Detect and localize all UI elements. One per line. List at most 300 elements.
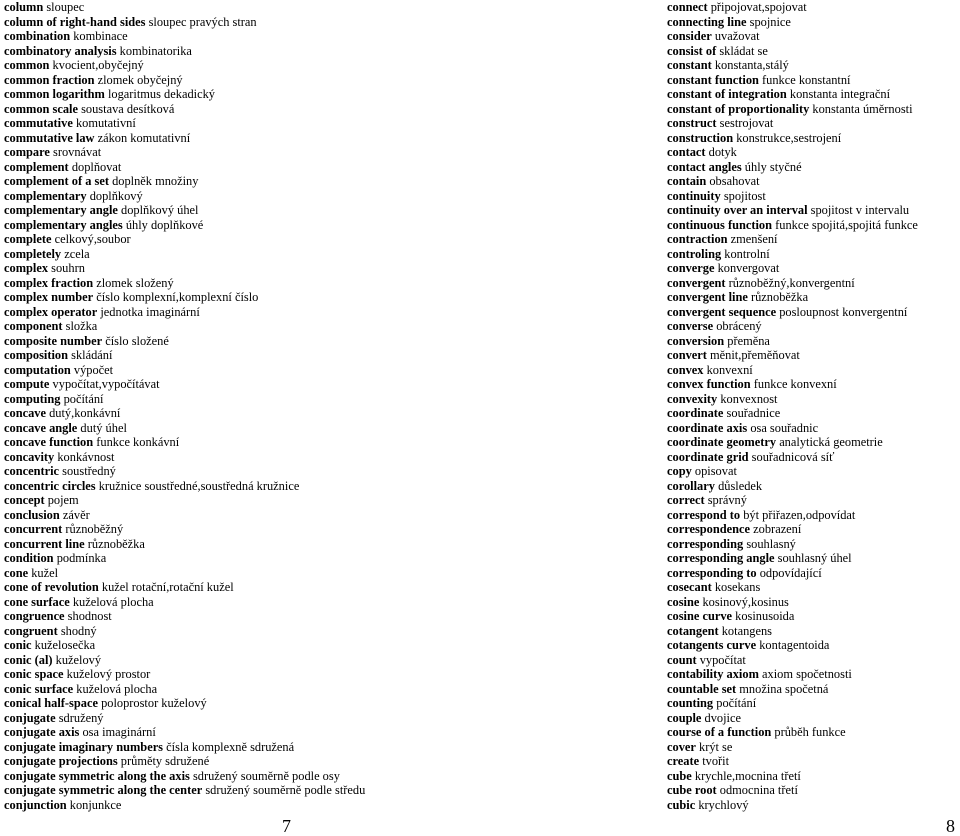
glossary-translation: kosinusoida: [735, 609, 795, 623]
glossary-term: connect: [667, 0, 708, 14]
glossary-term: corresponding: [667, 536, 744, 551]
glossary-term: coordinate geometry: [667, 435, 777, 449]
glossary-entry: [667, 595, 957, 610]
glossary-entry: [4, 754, 474, 769]
glossary-entry: [667, 537, 957, 552]
glossary-term: copy: [667, 464, 692, 478]
glossary-term: connecting line: [667, 14, 747, 29]
glossary-translation: konvexní: [706, 362, 753, 377]
glossary-term: congruence: [4, 609, 65, 623]
glossary-translation: zlomek složený: [96, 275, 174, 290]
glossary-entry: [667, 58, 957, 73]
glossary-translation: kružnice soustředné,soustředná kružnice: [98, 478, 300, 493]
glossary-term: concave: [4, 406, 46, 420]
glossary-translation: číslo komplexní,komplexní číslo: [96, 290, 259, 304]
glossary-term: cover: [667, 739, 696, 754]
glossary-term: constant of integration: [667, 87, 787, 101]
glossary-entry: [4, 508, 474, 523]
glossary-translation: doplňovat: [71, 159, 122, 174]
glossary-term: cube: [667, 768, 692, 783]
glossary-term: conjugate imaginary numbers: [4, 739, 164, 754]
glossary-term: construct: [667, 116, 717, 130]
glossary-translation: odpovídající: [759, 565, 822, 580]
glossary-translation: souhlasný úhel: [777, 551, 852, 565]
glossary-entry: [667, 450, 957, 465]
glossary-term: continuous function: [667, 217, 773, 232]
glossary-term: consider: [667, 29, 712, 43]
glossary-translation: kuželový prostor: [66, 667, 151, 681]
glossary-term: condition: [4, 551, 54, 565]
glossary-entry: [667, 290, 957, 305]
glossary-entry: [4, 609, 474, 624]
glossary-entry: [667, 392, 957, 407]
glossary-term: combinatory analysis: [4, 43, 117, 58]
glossary-translation: souřadnice: [726, 406, 781, 420]
glossary-translation: doplňkový úhel: [121, 203, 199, 217]
glossary-translation: čísla komplexně sdružená: [166, 739, 295, 754]
glossary-translation: různoběžka: [87, 536, 145, 551]
glossary-entry: [667, 15, 957, 30]
glossary-term: complementary angle: [4, 203, 118, 217]
glossary-term: convex function: [667, 377, 751, 391]
glossary-term: conjugate: [4, 710, 56, 725]
glossary-term: contact angles: [667, 159, 742, 174]
glossary-translation: být přiřazen,odpovídat: [743, 507, 856, 522]
glossary-translation: složka: [65, 319, 98, 333]
glossary-term: counting: [667, 696, 714, 710]
glossary-entry: [4, 319, 474, 334]
glossary-entry: [4, 58, 474, 73]
glossary-translation: axiom spočetnosti: [762, 667, 852, 681]
page-number-left: 7: [282, 816, 291, 836]
glossary-translation: komutativní: [75, 116, 136, 130]
glossary-translation: obrácený: [716, 319, 762, 333]
glossary-term: cube root: [667, 783, 717, 797]
glossary-term: conjunction: [4, 797, 67, 812]
glossary-entry: [4, 595, 474, 610]
glossary-term: cone of revolution: [4, 580, 99, 594]
glossary-entry: [667, 218, 957, 233]
glossary-term: conjugate symmetric along the center: [4, 783, 203, 797]
glossary-term: conic: [4, 638, 32, 652]
glossary-entry: [667, 44, 957, 59]
glossary-translation: doplňkový: [89, 188, 143, 203]
glossary-translation: funkce konstantní: [762, 72, 851, 87]
glossary-translation: doplněk množiny: [112, 174, 199, 188]
glossary-entry: [4, 305, 474, 320]
glossary-term: controling: [667, 246, 722, 261]
glossary-term: common: [4, 58, 50, 72]
glossary-term: corollary: [667, 478, 715, 493]
glossary-term: composition: [4, 348, 69, 362]
glossary-entry: [667, 363, 957, 378]
glossary-term: concave function: [4, 435, 94, 449]
page-number-right: 8: [946, 816, 955, 836]
glossary-entry: [667, 73, 957, 88]
glossary-translation: kuželový: [55, 652, 102, 667]
glossary-translation: skládat se: [719, 43, 768, 58]
glossary-term: cosecant: [667, 580, 712, 594]
glossary-term: cone: [4, 565, 29, 580]
glossary-term: computing: [4, 391, 61, 406]
glossary-entry: [4, 232, 474, 247]
glossary-translation: uvažovat: [714, 29, 760, 43]
glossary-entry: [667, 435, 957, 450]
glossary-entry: [4, 624, 474, 639]
glossary-translation: průměty sdružené: [120, 754, 210, 768]
glossary-translation: dutý úhel: [80, 420, 127, 435]
glossary-translation: měnit,přeměňovat: [710, 348, 800, 362]
glossary-term: countable set: [667, 681, 737, 696]
glossary-translation: dotyk: [708, 145, 737, 159]
left-glossary-column: [4, 0, 474, 812]
glossary-entry: [4, 493, 474, 508]
glossary-term: conjugate projections: [4, 754, 118, 768]
glossary-term: create: [667, 754, 700, 768]
glossary-term: column of right-hand sides: [4, 14, 146, 29]
glossary-entry: [667, 421, 957, 436]
glossary-entry: [667, 189, 957, 204]
glossary-translation: číslo složené: [105, 333, 169, 348]
glossary-term: continuity over an interval: [667, 203, 808, 217]
glossary-entry: [4, 0, 474, 15]
glossary-entry: [4, 450, 474, 465]
glossary-entry: [667, 334, 957, 349]
glossary-term: common fraction: [4, 72, 95, 87]
glossary-term: completely: [4, 246, 62, 261]
glossary-term: contain: [667, 174, 707, 188]
glossary-translation: funkce konvexní: [753, 377, 837, 391]
glossary-translation: kotangens: [721, 623, 772, 638]
glossary-translation: kužel: [31, 565, 59, 580]
glossary-translation: funkce konkávní: [96, 435, 180, 449]
glossary-entry: [4, 145, 474, 160]
glossary-term: convex: [667, 362, 704, 377]
glossary-term: concurrent line: [4, 536, 85, 551]
glossary-entry: [4, 798, 474, 813]
glossary-term: converse: [667, 319, 714, 333]
glossary-translation: počítání: [63, 391, 104, 406]
glossary-entry: [667, 667, 957, 682]
glossary-entry: [4, 174, 474, 189]
glossary-term: correspond to: [667, 507, 741, 522]
glossary-term: constant: [667, 58, 712, 72]
glossary-entry: [4, 247, 474, 262]
glossary-term: convergent: [667, 275, 726, 290]
glossary-entry: [667, 131, 957, 146]
glossary-entry: [667, 783, 957, 798]
glossary-translation: logaritmus dekadický: [107, 87, 215, 101]
glossary-translation: zákon komutativní: [97, 130, 191, 145]
glossary-translation: kombinatorika: [119, 43, 192, 58]
glossary-term: consist of: [667, 43, 717, 58]
glossary-term: congruent: [4, 623, 58, 638]
glossary-entry: [667, 798, 957, 813]
glossary-term: constant function: [667, 72, 759, 87]
glossary-term: couple: [667, 710, 702, 725]
glossary-term: compare: [4, 145, 50, 159]
glossary-entry: [4, 566, 474, 581]
glossary-term: complex: [4, 261, 49, 275]
glossary-translation: kontagentoida: [759, 638, 830, 652]
glossary-entry: [4, 638, 474, 653]
glossary-term: commutative law: [4, 130, 95, 145]
glossary-entry: [667, 754, 957, 769]
glossary-term: complementary: [4, 188, 87, 203]
glossary-translation: konvergovat: [717, 261, 780, 275]
glossary-translation: konstanta,stálý: [714, 58, 789, 72]
glossary-term: corresponding to: [667, 565, 757, 580]
glossary-translation: osa souřadnic: [750, 420, 819, 435]
glossary-translation: konjunkce: [69, 797, 122, 812]
glossary-translation: závěr: [62, 507, 90, 522]
glossary-translation: jednotka imaginární: [100, 304, 200, 319]
glossary-term: concavity: [4, 449, 55, 464]
glossary-translation: kuželová plocha: [76, 681, 158, 696]
glossary-translation: kuželová plocha: [72, 594, 154, 609]
glossary-term: concentric: [4, 464, 60, 478]
glossary-translation: konkávnost: [57, 449, 115, 464]
glossary-translation: vypočítat,vypočítávat: [52, 377, 160, 391]
glossary-term: conical half-space: [4, 696, 98, 710]
glossary-translation: funkce spojitá,spojitá funkce: [775, 217, 918, 232]
glossary-translation: srovnávat: [53, 145, 102, 159]
glossary-translation: spojitost v intervalu: [810, 203, 910, 217]
glossary-translation: souhlasný: [746, 536, 796, 551]
glossary-entry: [4, 15, 474, 30]
glossary-term: complement of a set: [4, 174, 109, 188]
glossary-term: computation: [4, 362, 71, 377]
glossary-translation: sdružený: [58, 710, 104, 725]
glossary-translation: správný: [707, 493, 747, 507]
glossary-translation: výpočet: [73, 362, 114, 377]
glossary-translation: dutý,konkávní: [49, 406, 121, 420]
glossary-entry: [667, 261, 957, 276]
glossary-entry: [667, 696, 957, 711]
glossary-term: common logarithm: [4, 87, 105, 101]
glossary-term: coordinate axis: [667, 420, 748, 435]
glossary-term: cotangent: [667, 623, 719, 638]
glossary-entry: [667, 102, 957, 117]
glossary-entry: [667, 609, 957, 624]
glossary-entry: [667, 406, 957, 421]
glossary-translation: kvocient,obyčejný: [52, 58, 144, 72]
glossary-term: construction: [667, 130, 734, 145]
glossary-translation: souhrn: [51, 261, 85, 275]
glossary-entry: [667, 0, 957, 15]
glossary-term: commutative: [4, 116, 73, 130]
glossary-entry: [667, 638, 957, 653]
glossary-translation: analytická geometrie: [779, 435, 883, 449]
glossary-entry: [4, 363, 474, 378]
glossary-translation: osa imaginární: [82, 725, 156, 739]
glossary-translation: sloupec pravých stran: [148, 14, 257, 29]
glossary-entry: [4, 479, 474, 494]
glossary-entry: [4, 203, 474, 218]
glossary-term: conic (al): [4, 652, 53, 667]
glossary-translation: sloupec: [46, 0, 85, 14]
glossary-entry: [4, 160, 474, 175]
glossary-term: complex number: [4, 290, 94, 304]
glossary-entry: [4, 334, 474, 349]
glossary-entry: [4, 261, 474, 276]
glossary-translation: zmenšení: [730, 232, 778, 246]
glossary-term: compute: [4, 377, 50, 391]
glossary-term: conclusion: [4, 507, 60, 522]
glossary-entry: [4, 406, 474, 421]
glossary-translation: krychlový: [698, 797, 749, 812]
glossary-term: concept: [4, 493, 45, 507]
glossary-entry: [4, 435, 474, 450]
glossary-entry: [4, 711, 474, 726]
glossary-term: concurrent: [4, 522, 63, 536]
glossary-translation: různoběžný: [65, 522, 124, 536]
glossary-translation: konstanta integrační: [789, 87, 891, 101]
glossary-entry: [4, 73, 474, 88]
glossary-term: component: [4, 319, 63, 333]
glossary-term: coordinate grid: [667, 449, 749, 464]
glossary-entry: [667, 87, 957, 102]
glossary-entry: [4, 667, 474, 682]
glossary-term: composite number: [4, 333, 103, 348]
glossary-term: concentric circles: [4, 478, 96, 493]
glossary-entry: [667, 319, 957, 334]
glossary-translation: podmínka: [56, 551, 107, 565]
glossary-entry: [667, 551, 957, 566]
glossary-translation: průběh funkce: [774, 725, 846, 739]
glossary-translation: skládání: [71, 348, 113, 362]
glossary-translation: obsahovat: [709, 174, 760, 188]
glossary-term: complex fraction: [4, 275, 94, 290]
glossary-translation: důsledek: [718, 478, 763, 493]
glossary-entry: [667, 624, 957, 639]
glossary-term: convergent line: [667, 290, 748, 304]
glossary-term: corresponding angle: [667, 551, 775, 565]
glossary-term: contact: [667, 145, 706, 159]
glossary-translation: soustava desítková: [81, 101, 175, 116]
glossary-translation: sdružený souměrně podle osy: [192, 768, 340, 783]
glossary-translation: konstanta úměrnosti: [812, 101, 913, 116]
glossary-translation: sdružený souměrně podle středu: [205, 783, 366, 797]
glossary-term: complete: [4, 232, 52, 246]
glossary-term: coordinate: [667, 406, 724, 420]
glossary-term: complementary angles: [4, 217, 123, 232]
glossary-translation: zobrazení: [753, 522, 802, 536]
glossary-entry: [4, 392, 474, 407]
glossary-translation: konstrukce,sestrojení: [736, 130, 842, 145]
glossary-translation: krýt se: [699, 739, 733, 754]
glossary-translation: krychle,mocnina třetí: [694, 768, 801, 783]
glossary-translation: kosekans: [714, 580, 761, 594]
glossary-term: complex operator: [4, 304, 98, 319]
glossary-entry: [667, 711, 957, 726]
glossary-entry: [667, 580, 957, 595]
glossary-entry: [4, 682, 474, 697]
glossary-translation: poloprostor kuželový: [101, 696, 207, 710]
glossary-term: common scale: [4, 101, 78, 116]
glossary-entry: [667, 116, 957, 131]
glossary-translation: počítání: [716, 696, 757, 710]
glossary-term: cone surface: [4, 594, 70, 609]
glossary-term: cosine curve: [667, 609, 733, 623]
glossary-term: correspondence: [667, 522, 751, 536]
glossary-entry: [4, 189, 474, 204]
glossary-entry: [667, 493, 957, 508]
glossary-entry: [667, 566, 957, 581]
glossary-entry: [667, 247, 957, 262]
glossary-entry: [667, 29, 957, 44]
glossary-entry: [667, 203, 957, 218]
glossary-term: constant of proportionality: [667, 101, 810, 116]
glossary-translation: kombinace: [73, 29, 128, 43]
glossary-entry: [667, 276, 957, 291]
glossary-term: conjugate symmetric along the axis: [4, 768, 190, 783]
glossary-term: contability axiom: [667, 667, 759, 681]
glossary-entry: [4, 44, 474, 59]
glossary-translation: kužel rotační,rotační kužel: [101, 580, 234, 594]
glossary-entry: [4, 290, 474, 305]
glossary-entry: [667, 464, 957, 479]
glossary-translation: kontrolní: [724, 246, 770, 261]
glossary-entry: [4, 377, 474, 392]
glossary-term: course of a function: [667, 725, 772, 739]
glossary-term: convergent sequence: [667, 304, 777, 319]
glossary-translation: souřadnicová síť: [751, 449, 835, 464]
glossary-term: count: [667, 652, 697, 667]
glossary-entry: [667, 682, 957, 697]
glossary-entry: [4, 29, 474, 44]
glossary-entry: [4, 537, 474, 552]
glossary-translation: spojnice: [749, 14, 791, 29]
glossary-entry: [4, 421, 474, 436]
glossary-entry: [667, 769, 957, 784]
glossary-translation: celkový,soubor: [54, 232, 131, 246]
glossary-entry: [4, 464, 474, 479]
glossary-term: conversion: [667, 333, 725, 348]
glossary-term: continuity: [667, 188, 721, 203]
glossary-term: cosine: [667, 594, 700, 609]
glossary-translation: shodný: [60, 623, 97, 638]
glossary-entry: [667, 725, 957, 740]
glossary-entry: [4, 276, 474, 291]
glossary-entry: [4, 783, 474, 798]
glossary-translation: různoběžný,konvergentní: [728, 275, 855, 290]
glossary-entry: [667, 160, 957, 175]
glossary-entry: [4, 551, 474, 566]
glossary-entry: [4, 653, 474, 668]
glossary-translation: množina spočetná: [739, 681, 829, 696]
glossary-translation: zlomek obyčejný: [97, 72, 183, 87]
glossary-term: combination: [4, 29, 71, 43]
glossary-term: convexity: [667, 391, 718, 406]
glossary-term: conic surface: [4, 681, 74, 696]
glossary-translation: přeměna: [727, 333, 770, 348]
glossary-term: convert: [667, 348, 707, 362]
glossary-entry: [4, 116, 474, 131]
glossary-translation: vypočítat: [699, 652, 746, 667]
glossary-entry: [667, 348, 957, 363]
glossary-entry: [667, 479, 957, 494]
glossary-entry: [4, 102, 474, 117]
glossary-entry: [4, 131, 474, 146]
glossary-translation: zcela: [64, 246, 90, 261]
glossary-entry: [667, 305, 957, 320]
glossary-translation: kosinový,kosinus: [702, 594, 789, 609]
glossary-entry: [4, 725, 474, 740]
glossary-translation: shodnost: [67, 609, 112, 623]
glossary-entry: [667, 377, 957, 392]
glossary-entry: [4, 696, 474, 711]
